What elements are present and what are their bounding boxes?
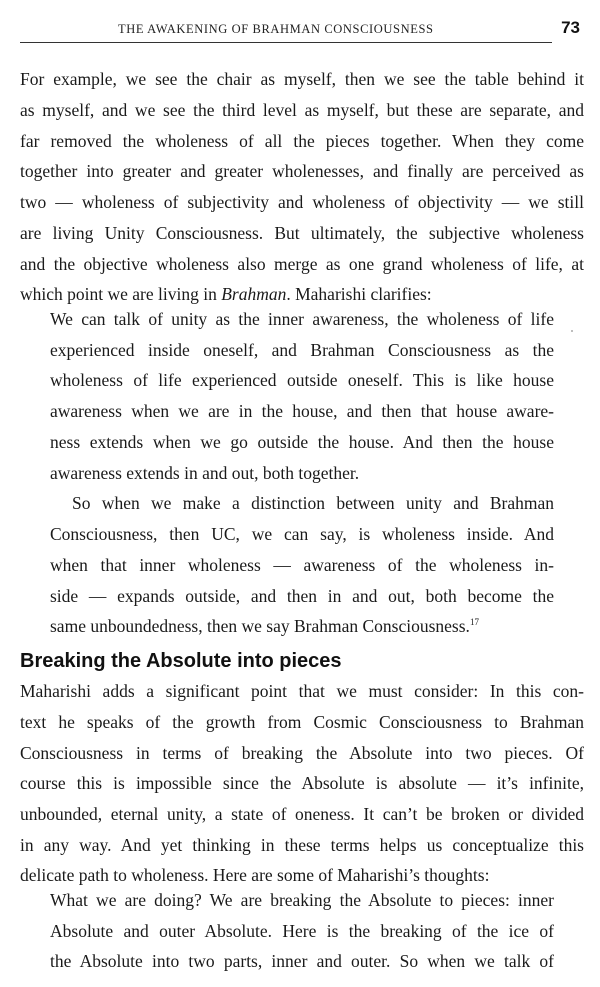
quote-line: side — expands outside, and then in and out, both become the — [50, 586, 554, 606]
quote-line: the Absolute into two parts, inner and outer. So when we talk of — [50, 951, 554, 971]
text-line: delicate path to wholeness. Here are some of Maharishi’s thoughts: — [20, 865, 490, 885]
quote-line: when that inner wholeness — awareness of the wholeness in- — [50, 555, 554, 575]
quote-line: So when we make a distinction between unity and Brahman — [72, 493, 554, 513]
quote-line: ness extends when we go outside the house. And then the house — [50, 432, 554, 452]
text-line: Maharishi adds a significant point that we must consider: In this con- — [20, 681, 584, 701]
quote-line: experienced inside oneself, and Brahman Consciousness as the — [50, 340, 554, 360]
section-heading: Breaking the Absolute into pieces — [20, 650, 342, 672]
quote-line: Absolute and outer Absolute. Here is the breaking of the ice of — [50, 921, 554, 941]
quote-line: wholeness of life experienced outside oneself. This is like house — [50, 370, 554, 390]
text-line: Consciousness in terms of breaking the Absolute into two pieces. Of — [20, 743, 584, 763]
quote-line: We can talk of unity as the inner awareness, the wholeness of life — [50, 309, 554, 329]
text-line: are living Unity Consciousness. But ultimately, the subjective wholeness — [20, 223, 584, 243]
quote-line: awareness extends in and out, both together. — [50, 463, 360, 483]
text-line: far removed the wholeness of all the pieces together. When they come — [20, 131, 584, 151]
text-line — [20, 281, 584, 308]
text-line: and the objective wholeness also merge as one grand wholeness of life, at — [20, 254, 584, 274]
text-line: For example, we see the chair as myself, then we see the table behind it — [20, 69, 584, 89]
header-rule — [20, 42, 552, 43]
quote-line — [50, 613, 554, 640]
text-line: text he speaks of the growth from Cosmic Consciousness to Brahman — [20, 712, 584, 732]
quote-line: awareness when we are in the house, and then that house aware- — [50, 401, 554, 421]
running-head: THE AWAKENING OF BRAHMAN CONSCIOUSNESS — [118, 22, 434, 36]
quote-line: What we are doing? We are breaking the Absolute to pieces: inner — [50, 890, 554, 910]
text-run: same unboundedness, then we say Brahman Consciousness. — [50, 616, 470, 636]
page-header — [20, 18, 580, 44]
text-line: two — wholeness of subjectivity and wholeness of objectivity — we still — [20, 192, 584, 212]
italic-term: Brahman — [221, 284, 287, 304]
text-run: which point we are living in — [20, 284, 222, 304]
page-number: 73 — [561, 18, 580, 37]
text-run: . Maharishi clarifies: — [286, 284, 432, 304]
text-line: unbounded, eternal unity, a state of oneness. It can’t be broken or divided — [20, 804, 584, 824]
footnote-reference: 17 — [469, 617, 479, 627]
quote-line: Consciousness, then UC, we can say, is wholeness inside. And — [50, 524, 554, 544]
text-line: course this is impossible since the Absolute is absolute — it’s infinite, — [20, 773, 584, 793]
page-speck — [571, 330, 573, 332]
text-line: together into greater and greater wholenesses, and finally are perceived as — [20, 161, 584, 181]
text-line: in any way. And yet thinking in these terms helps us conceptualize this — [20, 835, 584, 855]
text-line: as myself, and we see the third level as myself, but these are separate, and — [20, 100, 584, 120]
